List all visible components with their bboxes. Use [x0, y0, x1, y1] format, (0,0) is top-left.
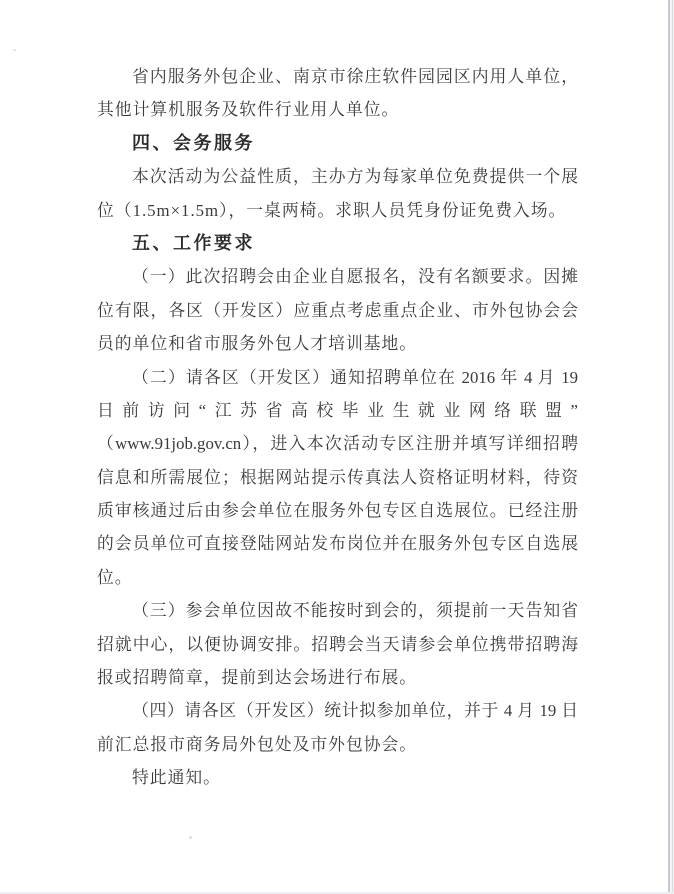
- section-heading: 四、会务服务: [132, 132, 255, 154]
- scan-speck: [13, 49, 16, 51]
- text-line: 招就中心，以便协调安排。招聘会当天请参会单位携带招聘海: [97, 634, 578, 654]
- scan-speck: [189, 836, 192, 839]
- text-line: （二）请各区（开发区）通知招聘单位在 2016 年 4 月 19: [132, 367, 578, 387]
- text-line: 信息和所需展位；根据网站提示传真法人资格证明材料，待资: [97, 467, 578, 487]
- text-line: 位有限，各区（开发区）应重点考虑重点企业、市外包协会会: [97, 300, 578, 320]
- text-line: （三）参会单位因故不能按时到会的，须提前一天告知省: [132, 601, 578, 621]
- text-line: 质审核通过后由参会单位在服务外包专区自选展位。已经注册: [97, 501, 578, 521]
- text-line: 的会员单位可直接登陆网站发布岗位并在服务外包专区自选展: [97, 534, 578, 554]
- text-line: （四）请各区（开发区）统计拟参加单位，并于 4 月 19 日: [132, 701, 578, 721]
- text-line: 特此通知。: [132, 768, 221, 788]
- text-line: 报或招聘简章，提前到达会场进行布展。: [97, 668, 418, 688]
- document-text-block: [97, 60, 578, 795]
- text-line: 本次活动为公益性质，主办方为每家单位免费提供一个展: [132, 167, 578, 187]
- text-line: （www.91job.gov.cn），进入本次活动专区注册并填写详细招聘: [97, 434, 578, 454]
- text-line: 前汇总报市商务局外包处及市外包协会。: [97, 734, 418, 754]
- scan-edge-line-outer: [668, 0, 670, 894]
- text-line: 日前访问“江苏省高校毕业生就业网络联盟”: [97, 400, 578, 420]
- text-line: 其他计算机服务及软件行业用人单位。: [97, 100, 400, 120]
- text-line: 位。: [97, 567, 133, 587]
- scan-edge-line-inner: [672, 0, 673, 894]
- text-line: （一）此次招聘会由企业自愿报名，没有名额要求。因摊: [132, 267, 578, 287]
- text-line: 位（1.5m×1.5m），一桌两椅。求职人员凭身份证免费入场。: [97, 200, 567, 220]
- section-heading: 五、工作要求: [132, 232, 255, 254]
- text-line: 省内服务外包企业、南京市徐庄软件园园区内用人单位，: [132, 67, 578, 86]
- text-line: 员的单位和省市服务外包人才培训基地。: [97, 334, 418, 354]
